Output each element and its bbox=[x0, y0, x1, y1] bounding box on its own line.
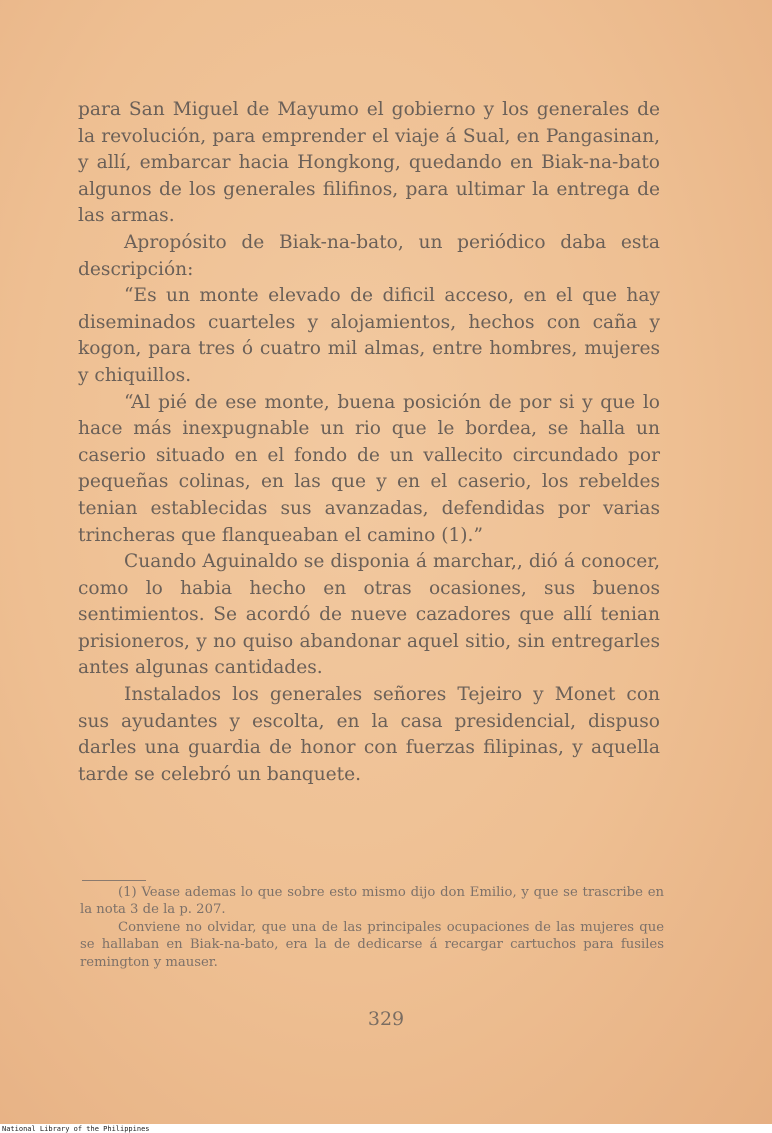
library-credit: National Library of the Philippines bbox=[2, 1125, 150, 1133]
paragraph: “Es un monte elevado de dificil acceso, en el que hay diseminados cuarteles y alojamientos, hechos con caña y kogon, para tres ó cuatro mil almas, entre hombres, mujeres y chiquillos. bbox=[78, 285, 660, 386]
paragraph: Instalados los generales señores Tejeiro y Monet con sus ayudantes y escolta, en la casa presidencial, dispuso darles una guardia de honor con fuerzas filipinas, y aquella tarde se celebró un banquete. bbox=[78, 684, 660, 785]
footnote: Conviene no olvidar, que una de las principales ocupaciones de las mujeres que se hallaban en Biak-na-bato, era la de dedicarse á recargar cartuchos para fusiles remington y mauser. bbox=[80, 919, 664, 970]
paragraph: Apropósito de Biak-na-bato, un periódico daba esta descripción: bbox=[78, 231, 660, 280]
paragraph: Cuando Aguinaldo se disponia á marchar,, dió á conocer, como lo habia hecho en otras ocasiones, sus buenos sentimientos. Se acordó de nueve cazadores que allí tenian prisioneros, y no quiso abandonar aquel sitio, sin entregarles antes algunas cantidades. bbox=[78, 551, 660, 679]
paragraph: “Al pié de ese monte, buena posición de por si y que lo hace más inexpugnable un rio que le bordea, se halla un caserio situado en el fondo de un vallecito circundado por pequeñas colinas, en las que y en el caserio, los rebeldes tenian establecidas sus avanzadas, defendidas por varias trincheras que flanqueaban el camino (1).” bbox=[78, 391, 660, 546]
page-number: 329 bbox=[367, 1008, 405, 1030]
footnote: (1) Vease ademas lo que sobre esto mismo dijo don Emilio, y que se trascribe en la nota 3 de la p. 207. bbox=[80, 885, 664, 918]
footnotes bbox=[80, 884, 664, 971]
footnote-divider bbox=[82, 880, 146, 881]
paragraph: para San Miguel de Mayumo el gobierno y los generales de la revolución, para emprender el viaje á Sual, en Pangasinan, y allí, embarcar hacia Hongkong, quedando en Biak-na-bato algunos de los generales filifinos, para ultimar la entrega de las armas. bbox=[78, 99, 660, 227]
body-text bbox=[78, 97, 660, 788]
